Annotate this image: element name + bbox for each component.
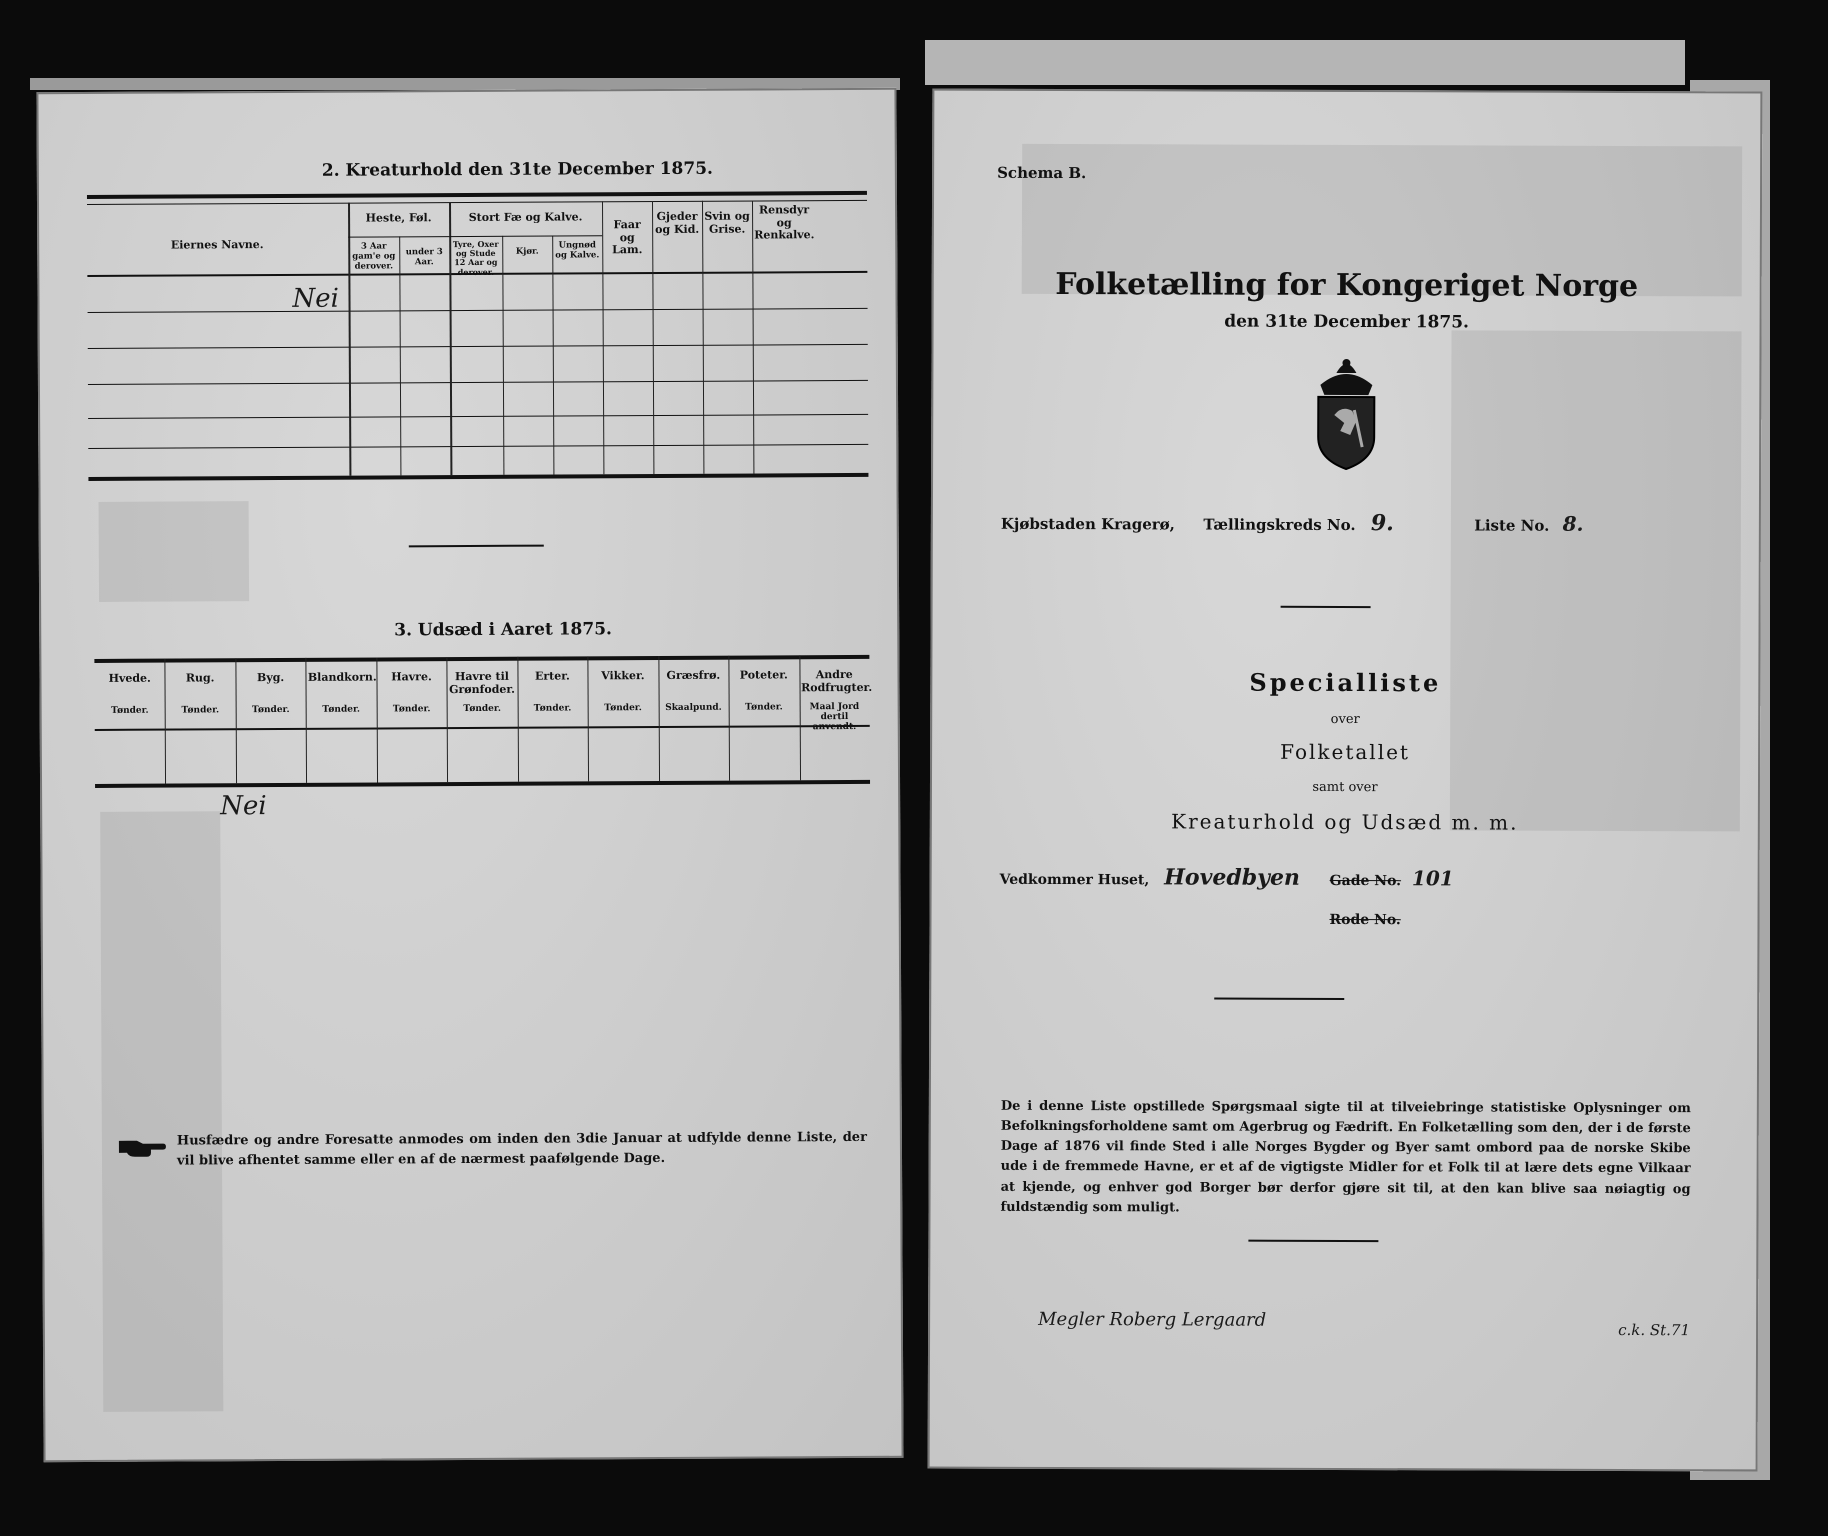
main-title: Folketælling for Kongeriget Norge xyxy=(1055,266,1639,305)
livestock-row-line xyxy=(88,308,868,313)
col-goats-header: Gjeder og Kid. xyxy=(655,209,700,236)
livestock-row-line xyxy=(88,414,868,419)
right-separator-1 xyxy=(1281,606,1371,608)
crops-col-header: Poteter. xyxy=(739,668,788,682)
crops-col-header: Byg. xyxy=(256,670,285,685)
crops-col-unit: Tønder. xyxy=(745,702,783,713)
livestock-col-line xyxy=(552,236,554,475)
col-cattle-sub2: Kjør. xyxy=(515,246,539,257)
crops-col-header: Hvede. xyxy=(108,671,151,685)
crops-col-unit: Tønder. xyxy=(181,705,220,716)
house-line xyxy=(1000,864,1454,892)
bleedthrough-block xyxy=(99,501,250,602)
col-horses-header: Heste, Føl. xyxy=(365,211,432,225)
crops-col-header: Blandkorn. xyxy=(307,670,377,684)
livestock-entry: Nei xyxy=(292,283,340,314)
list-label: Liste No. xyxy=(1474,516,1550,535)
district-value: 9. xyxy=(1370,510,1394,537)
col-cattle-sub1: Tyre, Oxer og Stude 12 Aar og derover. xyxy=(452,238,499,277)
norway-coat-of-arms xyxy=(1306,355,1386,470)
livestock-col-line xyxy=(502,236,504,475)
body-text: De i denne Liste opstillede Spørgsmaal sigte til at tilveiebringe statistiske Oplysninger om Befolkningsforholdene samt om Agerbrug og Fædrift. En Folketælling som den, der i de første Dage af 1876 vil finde Sted i alle Norges Bygder og Byer samt ombord paa de norske Skibe ude i de fremmede Havne, er et af de vigtigste Midler for et Folk til at lære dets egne Vilkaar at kjende, og enhver god Borger bør derfor gjøre sit til, at den kan blive saa nøiagtig og fuldstændig som muligt. xyxy=(1000,1098,1691,1216)
section2-title: 2. Kreaturhold den 31te December 1875. xyxy=(321,158,713,181)
col-owner-header: Eiernes Navne. xyxy=(170,238,264,252)
right-separator-3 xyxy=(1248,1240,1378,1242)
col-cattle-header: Stort Fæ og Kalve. xyxy=(468,210,583,224)
right-separator-2 xyxy=(1214,998,1344,1000)
livestock-col-line xyxy=(652,201,654,474)
kreaturhold-label: Kreaturhold og Udsæd m. m. xyxy=(1171,809,1519,835)
crops-col-unit: Tønder. xyxy=(604,703,642,714)
crops-col-unit: Maal Jord dertil anvendt. xyxy=(809,701,860,733)
crops-col-unit: Tønder. xyxy=(392,704,431,715)
rode-label: Rode No. xyxy=(1329,911,1401,929)
crops-col-header: Rug. xyxy=(185,671,215,685)
crops-col-header: Havre til Grønfoder. xyxy=(449,669,516,696)
crops-col-unit: Tønder. xyxy=(533,703,572,714)
district-label: Tællingskreds No. xyxy=(1203,515,1356,535)
date-subtitle: den 31te December 1875. xyxy=(1224,311,1470,333)
livestock-table-top xyxy=(87,191,867,199)
town-label: Kjøbstaden Kragerø, xyxy=(1000,514,1175,534)
pointing-hand-icon xyxy=(117,1137,167,1159)
cattle-sub-divider xyxy=(449,235,602,237)
col-horses-sub1: 3 Aar gam'e og derover. xyxy=(352,241,396,272)
section3-title: 3. Udsæd i Aaret 1875. xyxy=(394,619,612,641)
livestock-row-line xyxy=(88,444,868,449)
over-label-1: over xyxy=(1330,711,1360,728)
gade-value: 101 xyxy=(1411,866,1454,891)
signature-left: Megler Roberg Lergaard xyxy=(1038,1308,1267,1331)
right-page-edge xyxy=(925,40,1685,85)
crops-table-top xyxy=(94,655,869,663)
bleedthrough-column xyxy=(100,811,223,1412)
crops-col-header: Havre. xyxy=(391,670,432,684)
schema-label: Schema B. xyxy=(997,163,1087,183)
house-street: Hovedbyen xyxy=(1164,864,1301,891)
folketallet-label: Folketallet xyxy=(1280,739,1411,765)
section-separator xyxy=(409,545,544,548)
specialliste-title: Specialliste xyxy=(1249,667,1442,698)
crops-entry: Nei xyxy=(220,791,267,822)
crops-col-unit: Tønder. xyxy=(322,704,361,715)
livestock-col-line xyxy=(702,201,704,474)
gade-label: Gade No. xyxy=(1329,872,1402,890)
livestock-table-top2 xyxy=(87,200,867,205)
house-label: Vedkommer Huset, xyxy=(999,871,1150,889)
crops-col-header: Græsfrø. xyxy=(666,668,721,682)
right-page xyxy=(928,89,1763,1472)
left-page xyxy=(36,88,903,1462)
list-value: 8. xyxy=(1562,511,1584,536)
col-cattle-sub3: Ungnød og Kalve. xyxy=(555,240,600,261)
col-horses-sub2: under 3 Aar. xyxy=(405,247,443,268)
col-reindeer-header: Rensdyr og Renkalve. xyxy=(754,203,815,242)
crops-col-header: Vikker. xyxy=(601,669,645,683)
signature-right: c.k. St.71 xyxy=(1618,1320,1691,1340)
crops-col-unit: Tønder. xyxy=(111,705,149,716)
col-sheep-header: Faar og Lam. xyxy=(612,218,643,257)
crops-table-bottom xyxy=(95,780,870,788)
livestock-row-line xyxy=(88,344,868,349)
crops-col-header: Erter. xyxy=(534,669,570,683)
livestock-table-bottom xyxy=(88,473,868,481)
crops-header-bottom xyxy=(95,725,870,731)
notice-text: Husfædre og andre Foresatte anmodes om inden den 3die Januar at udfylde denne Liste, der vil blive afhentet samme eller en af de nærmest paafølgende Dage. xyxy=(176,1129,867,1169)
crops-col-unit: Skaalpund. xyxy=(665,702,722,713)
samt-over-label: samt over xyxy=(1312,779,1378,796)
crops-col-unit: Tønder. xyxy=(251,704,290,716)
livestock-row-line xyxy=(88,380,868,385)
col-pigs-header: Svin og Grise. xyxy=(704,209,750,236)
town-line xyxy=(1001,509,1584,537)
livestock-col-line xyxy=(399,236,401,475)
crops-col-unit: Tønder. xyxy=(463,703,501,715)
crops-col-header: Andre Rodfrugter. xyxy=(801,667,873,694)
